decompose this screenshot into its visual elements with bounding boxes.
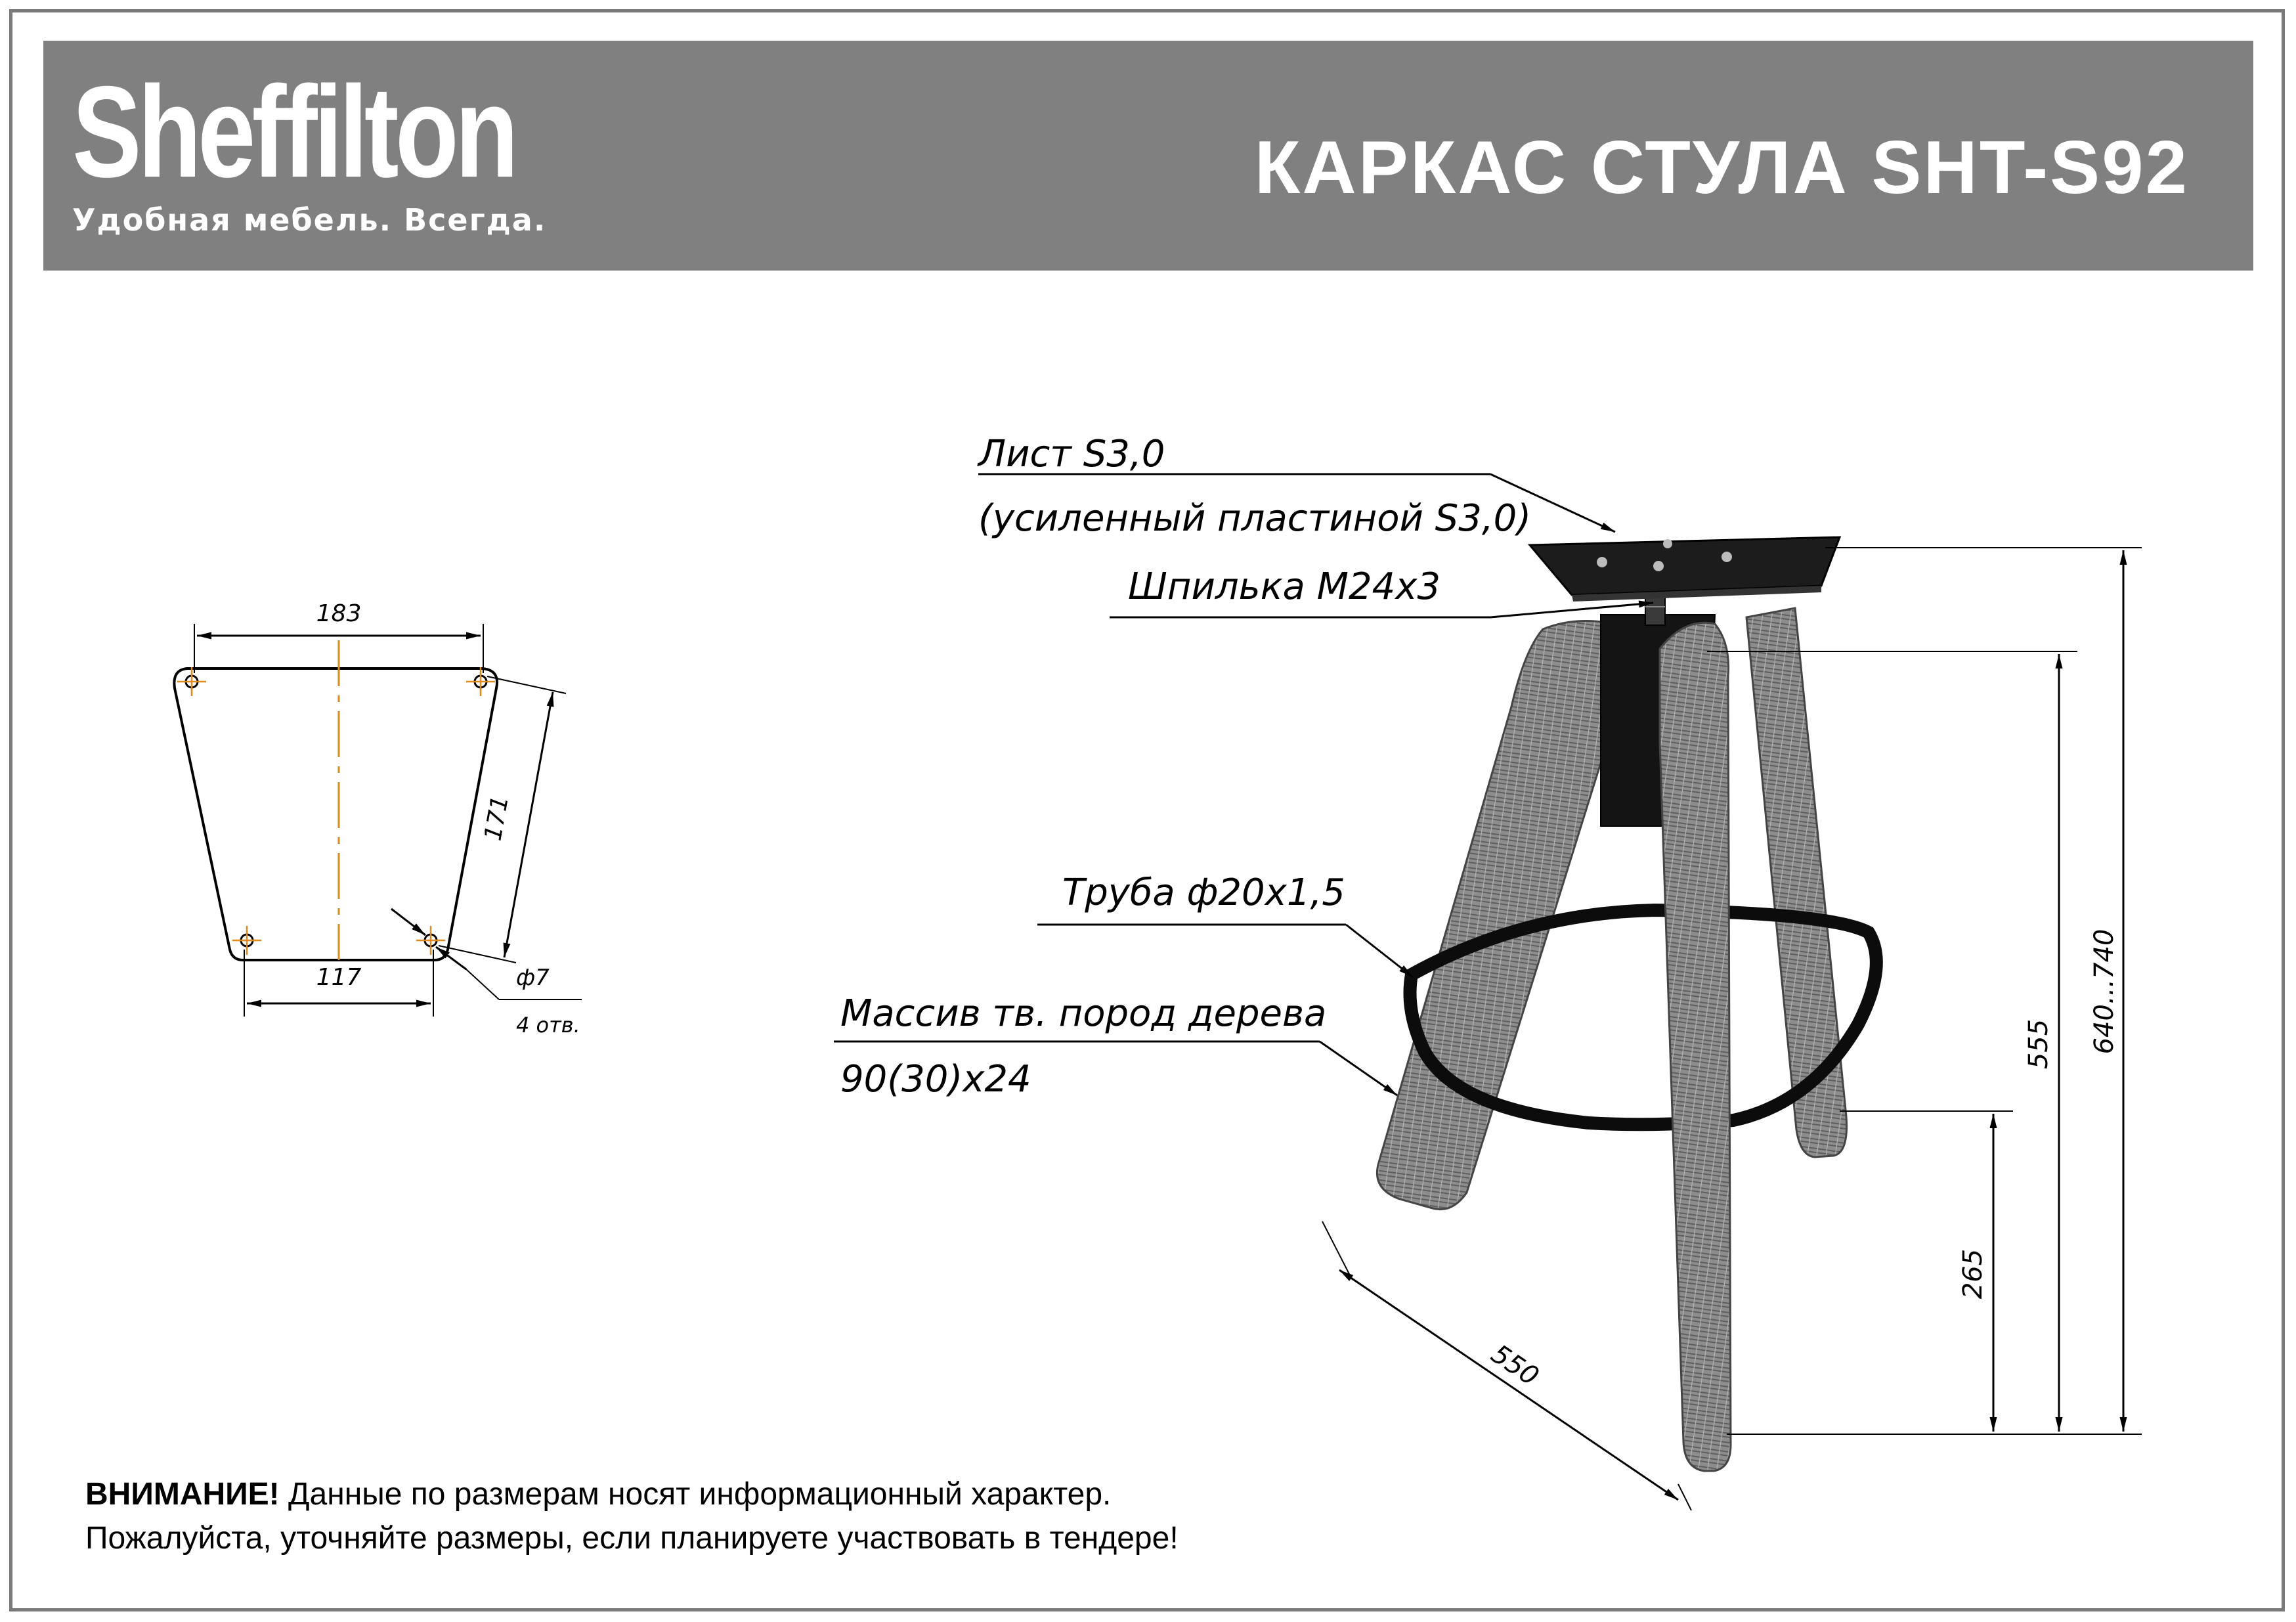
notice-block	[85, 1472, 1179, 1560]
callout-sheet-line1: Лист S3,0	[978, 433, 1165, 475]
plate-outline	[174, 669, 497, 960]
dim-plate-side: 171	[479, 793, 514, 843]
top-plate	[1530, 537, 1840, 595]
dim-base-width: 550	[1485, 1338, 1544, 1392]
leg-back	[1746, 608, 1847, 1157]
notice-line-1	[85, 1472, 1179, 1516]
notice-label: ВНИМАНИЕ!	[85, 1477, 280, 1512]
dim-plate-bottom: 117	[316, 964, 362, 991]
brand-tagline: Удобная мебель. Всегда.	[72, 202, 547, 238]
brand-logo: Sheffilton	[72, 59, 515, 204]
dim-hole-diameter: ф7	[516, 965, 550, 991]
dim-frame-height: 555	[2024, 1019, 2054, 1070]
callout-wood-line1: Массив тв. пород дерева	[840, 992, 1327, 1035]
dim-hole-count: 4 отв.	[516, 1013, 580, 1038]
dim-footrest-height: 265	[1958, 1248, 1988, 1300]
chair-frame-illustration	[1377, 537, 1876, 1471]
page-title: КАРКАС СТУЛА SHT-S92	[1254, 126, 2189, 209]
notice-text-2: Пожалуйста, уточняйте размеры, если планируете участвовать в тендере!	[85, 1521, 1179, 1556]
callout-wood-line2: 90(30)х24	[840, 1058, 1031, 1101]
leg-front	[1660, 623, 1731, 1471]
callout-sheet-line2: (усиленный пластиной S3,0)	[978, 497, 1532, 540]
dim-total-height: 640...740	[2089, 929, 2119, 1055]
notice-text-1: Данные по размерам носят информационный характер.	[288, 1477, 1112, 1512]
callout-stud: Шпилька M24x3	[1128, 565, 1440, 608]
callout-pipe: Труба ф20х1,5	[1062, 871, 1345, 914]
dim-plate-top: 183	[316, 600, 362, 627]
mounting-plate-drawing	[174, 600, 582, 1038]
plate-holes	[186, 676, 487, 946]
